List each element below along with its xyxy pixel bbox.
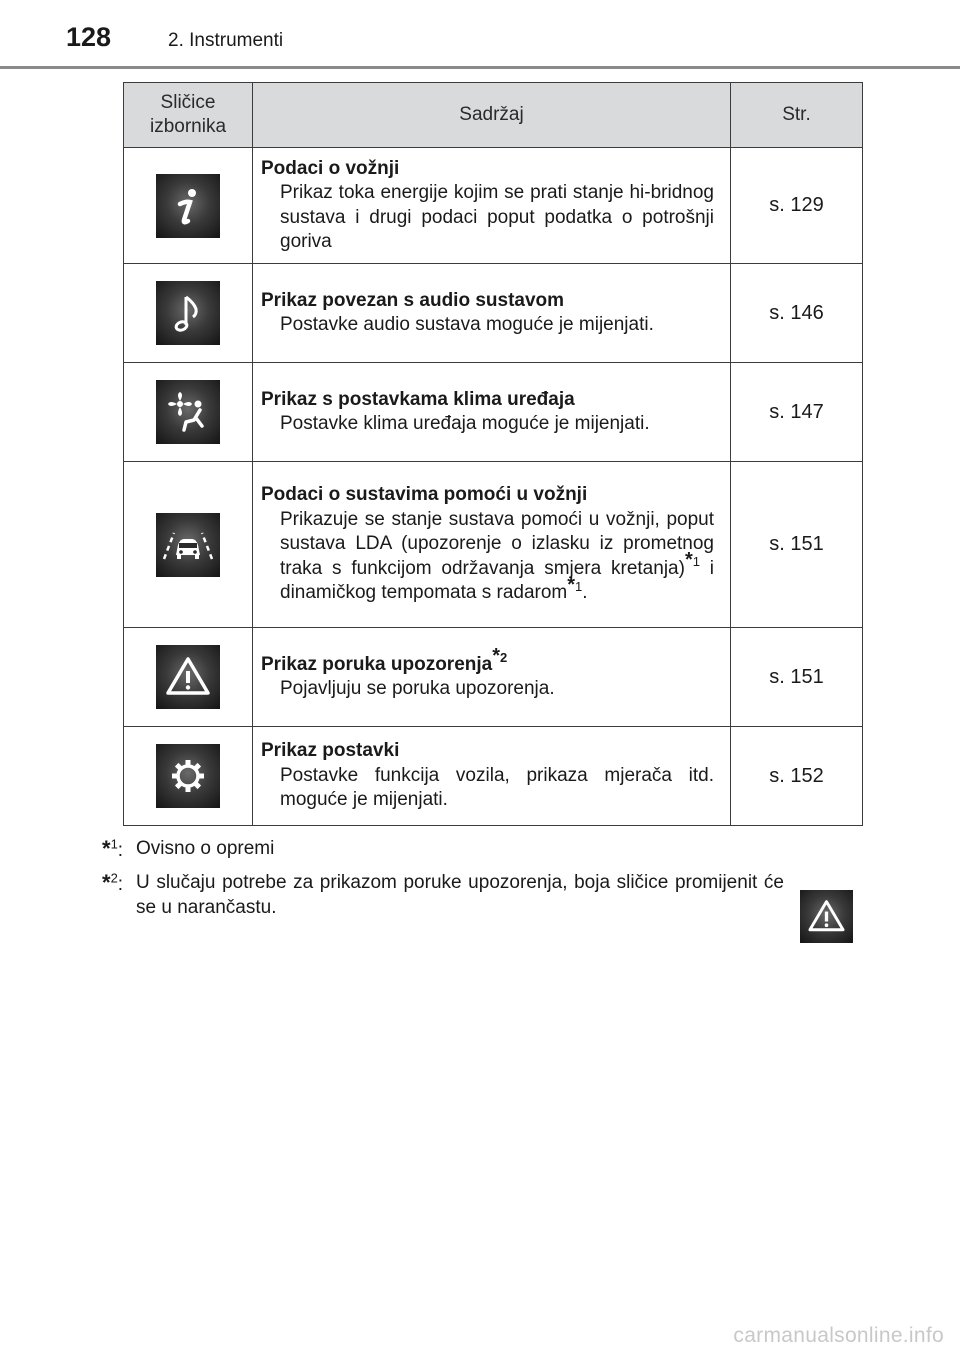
row-description: Postavke audio sustava moguće je mijenjati. [280, 314, 654, 335]
driving-assist-icon [156, 513, 220, 577]
music-note-icon [156, 281, 220, 345]
footnote-marker: *1 [567, 573, 583, 596]
page-ref: s. 151 [731, 628, 863, 727]
row-title: Prikaz s postavkama klima uređaja [261, 388, 575, 410]
footnote-text: Ovisno o opremi [136, 838, 275, 859]
row-title: Podaci o sustavima pomoći u vožnji [261, 484, 588, 506]
page-ref: s. 151 [731, 462, 863, 628]
page-ref: s. 129 [731, 148, 863, 264]
footnote-marker: *1 [684, 549, 700, 572]
header-page: Str. [731, 83, 863, 148]
footnote-mark: *$^2$: [102, 870, 124, 895]
description-part: Prikazuje se stanje sustava pomoći u vožnji, poput sustava LDA (upozorenje o izlasku iz prometnog traka s funkcijom održavanja smjera kretanja) [280, 508, 714, 579]
icon-cell [124, 462, 253, 628]
icon-cell [124, 148, 253, 264]
page-header [0, 0, 960, 68]
table-row [124, 148, 863, 264]
warning-triangle-icon [800, 890, 853, 943]
table-row [124, 727, 863, 826]
table-header-row [124, 83, 863, 148]
row-title: Prikaz povezan s audio sustavom [261, 289, 565, 311]
page-number: 128 [66, 22, 112, 52]
row-description: Postavke funkcija vozila, prikaza mjerača itd. moguće je mijenjati. [280, 764, 714, 811]
row-description: Postavke klima uređaja moguće je mijenjati. [280, 413, 650, 434]
description-part: . [582, 582, 588, 604]
footnote [102, 836, 862, 861]
header-icons: Sličice izbornika [124, 83, 253, 148]
content-cell [253, 462, 731, 628]
content-cell [253, 264, 731, 363]
row-title: Podaci o vožnji [261, 157, 400, 179]
icon-cell [124, 628, 253, 727]
table-row [124, 462, 863, 628]
content-cell [253, 148, 731, 264]
watermark: carmanualsonline.info [733, 1324, 944, 1347]
content-cell [253, 727, 731, 826]
footnote-text: U slučaju potrebe za prikazom poruke upozorenja, boja sličice promijenit će se u narančastu. [136, 872, 784, 918]
row-title-text: Prikaz poruka upozorenja [261, 653, 493, 675]
content-cell [253, 363, 731, 462]
warning-triangle-icon [156, 645, 220, 709]
header-content: Sadržaj [253, 83, 731, 148]
menu-icons-table [123, 82, 863, 826]
content-cell [253, 628, 731, 727]
page-ref: s. 146 [731, 264, 863, 363]
icon-cell [124, 363, 253, 462]
row-description [261, 508, 714, 606]
row-description: Prikaz toka energije kojim se prati stanje hi-bridnog sustava i drugi podaci poput podatka o potrošnji goriva [280, 182, 714, 252]
header-rule [0, 66, 960, 69]
description-part: i dinamičkog tempomata s radarom [280, 557, 715, 604]
settings-gear-icon [156, 744, 220, 808]
icon-cell [124, 727, 253, 826]
footnote-marker: *2 [492, 645, 508, 668]
row-title: Prikaz postavki [261, 740, 400, 762]
climate-fan-icon [156, 380, 220, 444]
page-ref: s. 152 [731, 727, 863, 826]
footnotes [102, 836, 862, 929]
page-ref: s. 147 [731, 363, 863, 462]
table-row [124, 363, 863, 462]
footnote [102, 870, 862, 920]
row-title [261, 645, 714, 678]
info-icon [156, 174, 220, 238]
row-description: Pojavljuju se poruka upozorenja. [280, 678, 555, 699]
icon-cell [124, 264, 253, 363]
table-row [124, 628, 863, 727]
table-row [124, 264, 863, 363]
section-title: 2. Instrumenti [168, 30, 284, 51]
footnote-mark: *$^1$: [102, 836, 124, 861]
